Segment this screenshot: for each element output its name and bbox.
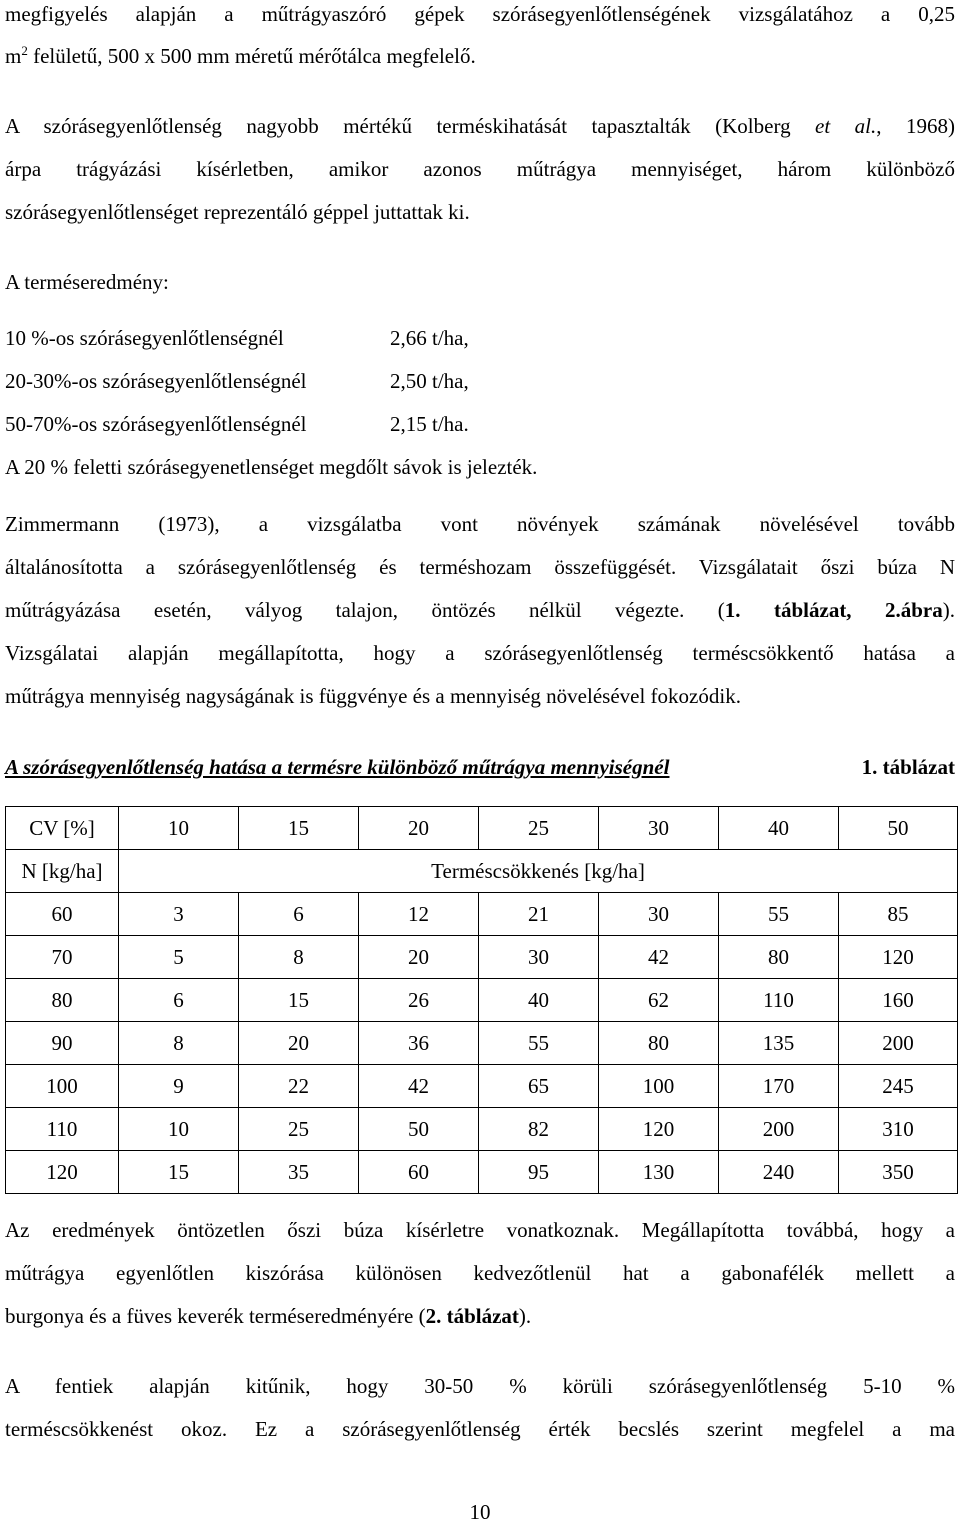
table-cell: 42 — [599, 936, 719, 979]
text-run: A szórásegyenlőtlenség nagyobb mértékű terméskihatását tapasztalták (Kolberg — [5, 114, 816, 138]
table-row-n-cell: 90 — [6, 1022, 119, 1065]
yield-label-2: 20-30%-os szórásegyenlőtlenségnél — [5, 369, 307, 393]
data-table — [5, 806, 958, 1194]
table-row — [6, 1108, 958, 1151]
table-header-cell: CV [%] — [6, 807, 119, 850]
table-header-cell: 15 — [239, 807, 359, 850]
table-cell: 80 — [599, 1022, 719, 1065]
text-run: ). — [518, 1304, 532, 1328]
table-cell: 120 — [839, 936, 958, 979]
paragraph-6-line-1: A fentiek alapján kitűnik, hogy 30-50 % körüli szórásegyenlőtlenség 5-10 % — [5, 1374, 955, 1398]
table-row-n-cell: 110 — [6, 1108, 119, 1151]
page-number: 10 — [469, 1500, 491, 1524]
table-subheader-row — [6, 850, 958, 893]
table-cell: 5 — [119, 936, 239, 979]
table-cell: 50 — [359, 1108, 479, 1151]
paragraph-5-line-2: műtrágya egyenlőtlen kiszórása különösen kedvezőtlenül hat a gabonafélék mellett a — [5, 1261, 955, 1285]
paragraph-2-line-1 — [5, 114, 955, 138]
yield-value-3: 2,15 t/ha. — [390, 412, 469, 436]
table-header-row — [6, 807, 958, 850]
table-row — [6, 936, 958, 979]
table-cell: 20 — [359, 936, 479, 979]
table-header-cell: 25 — [479, 807, 599, 850]
table-cell: 25 — [239, 1108, 359, 1151]
table-cell: 200 — [719, 1108, 839, 1151]
table-cell: 6 — [119, 979, 239, 1022]
table-cell: 10 — [119, 1108, 239, 1151]
yield-label-1: 10 %-os szórásegyenlőtlenségnél — [5, 326, 284, 350]
table-cell: 8 — [119, 1022, 239, 1065]
italic-text: et al. — [815, 114, 877, 138]
superscript: 2 — [21, 43, 28, 58]
table-row — [6, 979, 958, 1022]
text-run: ). — [942, 598, 955, 622]
text-run: felületű, 500 x 500 mm méretű mérőtálca megfelelő. — [27, 44, 476, 68]
yield-intro: A terméseredmény: — [5, 270, 169, 294]
table-cell: 170 — [719, 1065, 839, 1108]
paragraph-4-line-5: műtrágya mennyiség nagyságának is függvénye és a mennyiség növelésével fokozódik. — [5, 684, 741, 708]
table-row — [6, 1065, 958, 1108]
table-cell: 200 — [839, 1022, 958, 1065]
table-cell: 80 — [719, 936, 839, 979]
table-row — [6, 893, 958, 936]
table-cell: 245 — [839, 1065, 958, 1108]
table-cell: 30 — [479, 936, 599, 979]
paragraph-1-line-2 — [5, 44, 955, 68]
table-cell: 3 — [119, 893, 239, 936]
table-cell: 85 — [839, 893, 958, 936]
table-header-cell: 30 — [599, 807, 719, 850]
paragraph-4-line-4: Vizsgálatai alapján megállapította, hogy a szórásegyenlőtlenség terméscsökkentő hatása a — [5, 641, 955, 665]
table-header-cell: 40 — [719, 807, 839, 850]
table-row — [6, 1151, 958, 1194]
table-cell: 26 — [359, 979, 479, 1022]
paragraph-6-line-2: terméscsökkenést okoz. Ez a szórásegyenlőtlenség érték becslés szerint megfelel a ma — [5, 1417, 955, 1441]
table-cell: 20 — [239, 1022, 359, 1065]
yield-value-2: 2,50 t/ha, — [390, 369, 469, 393]
table-cell: 62 — [599, 979, 719, 1022]
table-cell: 130 — [599, 1151, 719, 1194]
table-caption-title: A szórásegyenlőtlenség hatása a termésre különböző műtrágya mennyiségnél — [5, 755, 670, 779]
table-cell: 110 — [719, 979, 839, 1022]
table-cell: 55 — [719, 893, 839, 936]
yield-value-1: 2,66 t/ha, — [390, 326, 469, 350]
table-cell: 160 — [839, 979, 958, 1022]
table-cell: 8 — [239, 936, 359, 979]
table-cell: 36 — [359, 1022, 479, 1065]
table-cell: 350 — [839, 1151, 958, 1194]
table-cell: 15 — [119, 1151, 239, 1194]
paragraph-3: A 20 % feletti szórásegyenetlenséget megdőlt sávok is jelezték. — [5, 455, 538, 479]
text-run: burgonya és a füves keverék terméseredményére ( — [5, 1304, 426, 1328]
yield-label-3: 50-70%-os szórásegyenlőtlenségnél — [5, 412, 307, 436]
table-row-n-cell: 100 — [6, 1065, 119, 1108]
table-row — [6, 1022, 958, 1065]
table-cell: 100 — [599, 1065, 719, 1108]
table-cell: 55 — [479, 1022, 599, 1065]
table-cell: 240 — [719, 1151, 839, 1194]
table-cell: 21 — [479, 893, 599, 936]
table-row-n-cell: 70 — [6, 936, 119, 979]
table-cell: 42 — [359, 1065, 479, 1108]
table-header-cell: N [kg/ha] — [6, 850, 119, 893]
table-row-n-cell: 60 — [6, 893, 119, 936]
paragraph-4-line-2: általánosította a szórásegyenlőtlenség és terméshozam összefüggését. Vizsgálatait őszi búza N — [5, 555, 955, 579]
paragraph-5-line-1: Az eredmények öntözetlen őszi búza kísérletre vonatkoznak. Megállapította továbbá, hogy a — [5, 1218, 955, 1242]
table-cell: 40 — [479, 979, 599, 1022]
table-row-n-cell: 80 — [6, 979, 119, 1022]
paragraph-2-line-3: szórásegyenlőtlenséget reprezentáló géppel juttattak ki. — [5, 200, 470, 224]
paragraph-4-line-3 — [5, 598, 955, 622]
paragraph-1-line-1: megfigyelés alapján a műtrágyaszóró gépek szórásegyenlőtlenségének vizsgálatához a 0,25 — [5, 2, 955, 26]
table-cell: 310 — [839, 1108, 958, 1151]
table-cell: 60 — [359, 1151, 479, 1194]
table-cell: 95 — [479, 1151, 599, 1194]
table-cell: 135 — [719, 1022, 839, 1065]
table-cell: 30 — [599, 893, 719, 936]
text-run: , 1968) — [876, 114, 955, 138]
table-header-cell: 50 — [839, 807, 958, 850]
table-cell: 120 — [599, 1108, 719, 1151]
paragraph-5-line-3 — [5, 1304, 955, 1328]
text-run: műtrágyázása esetén, vályog talajon, öntözés nélkül végezte. ( — [5, 598, 725, 622]
table-row-n-cell: 120 — [6, 1151, 119, 1194]
bold-reference: 2. táblázat — [425, 1304, 519, 1328]
unit-text: m — [5, 44, 22, 68]
bold-reference: 1. táblázat, 2.ábra — [724, 598, 943, 622]
table-cell: 9 — [119, 1065, 239, 1108]
table-cell: 12 — [359, 893, 479, 936]
table-span-header-cell: Terméscsökkenés [kg/ha] — [119, 850, 958, 893]
paragraph-2-line-2: árpa trágyázási kísérletben, amikor azonos műtrágya mennyiséget, három különböző — [5, 157, 955, 181]
table-cell: 15 — [239, 979, 359, 1022]
table-cell: 65 — [479, 1065, 599, 1108]
table-cell: 82 — [479, 1108, 599, 1151]
paragraph-4-line-1: Zimmermann (1973), a vizsgálatba vont növények számának növelésével tovább — [5, 512, 955, 536]
table-header-cell: 10 — [119, 807, 239, 850]
table-caption-number: 1. táblázat — [861, 755, 955, 779]
table-cell: 6 — [239, 893, 359, 936]
table-cell: 35 — [239, 1151, 359, 1194]
table-header-cell: 20 — [359, 807, 479, 850]
table-cell: 22 — [239, 1065, 359, 1108]
